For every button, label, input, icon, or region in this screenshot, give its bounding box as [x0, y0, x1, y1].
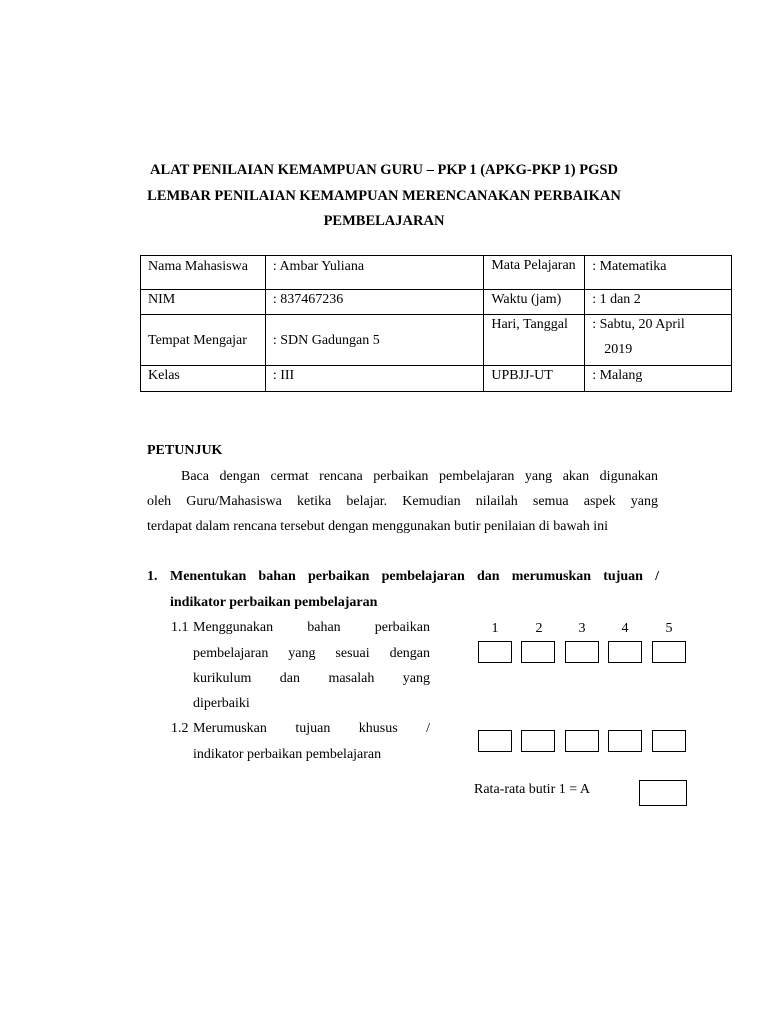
table-cell: : Matematika: [585, 256, 732, 290]
item-text-line: Menggunakan bahan perbaikan: [193, 620, 430, 635]
table-cell: Nama Mahasiswa: [141, 256, 266, 290]
score-box[interactable]: [521, 641, 555, 663]
table-cell: : 1 dan 2: [585, 290, 732, 315]
table-cell: NIM: [141, 290, 266, 315]
table-cell: UPBJJ-UT: [484, 366, 585, 392]
table-cell: [585, 315, 732, 366]
score-box[interactable]: [608, 730, 642, 752]
item-text-line: diperbaiki: [193, 696, 250, 711]
petunjuk-line-2: oleh Guru/Mahasiswa ketika belajar. Kemudian nilailah semua aspek yang: [147, 494, 658, 509]
scale-label: 2: [535, 621, 543, 636]
table-cell: : Malang: [585, 366, 732, 392]
document-title-line-3: PEMBELAJARAN: [323, 213, 445, 229]
score-box[interactable]: [652, 730, 686, 752]
section-number: 1.: [147, 569, 158, 584]
table-cell: Kelas: [141, 366, 266, 392]
score-box[interactable]: [478, 641, 512, 663]
item-text-line: kurikulum dan masalah yang: [193, 671, 430, 686]
date-line-2: 2019: [604, 342, 633, 357]
table-cell: : SDN Gadungan 5: [265, 315, 484, 366]
average-box[interactable]: [639, 780, 687, 806]
score-box[interactable]: [608, 641, 642, 663]
item-text-line: pembelajaran yang sesuai dengan: [193, 646, 430, 661]
table-cell: Waktu (jam): [484, 290, 585, 315]
item-number: 1.2: [171, 721, 189, 736]
table-row: [141, 315, 732, 366]
table-cell: Mata Pelajaran: [484, 256, 585, 290]
table-cell: Tempat Mengajar: [141, 315, 266, 366]
document-title-line-2: LEMBAR PENILAIAN KEMAMPUAN MERENCANAKAN PERBAIKAN: [147, 188, 621, 204]
info-table: [140, 255, 732, 392]
section-title-line-2: indikator perbaikan pembelajaran: [170, 595, 378, 610]
item-number: 1.1: [171, 620, 189, 635]
average-label: Rata-rata butir 1 = A: [474, 782, 590, 797]
score-box[interactable]: [521, 730, 555, 752]
date-line-1: : Sabtu, 20 April: [592, 317, 685, 332]
score-box[interactable]: [565, 641, 599, 663]
scale-label: 4: [621, 621, 629, 636]
table-row: [141, 256, 732, 290]
score-box[interactable]: [565, 730, 599, 752]
item-text-line: indikator perbaikan pembelajaran: [193, 747, 382, 762]
table-row: [141, 366, 732, 392]
table-cell: : Ambar Yuliana: [265, 256, 484, 290]
scale-label: 5: [665, 621, 673, 636]
petunjuk-heading: PETUNJUK: [147, 443, 223, 458]
petunjuk-line-1: Baca dengan cermat rencana perbaikan pembelajaran yang akan digunakan: [181, 469, 658, 484]
document-title-line-1: ALAT PENILAIAN KEMAMPUAN GURU – PKP 1 (APKG-PKP 1) PGSD: [150, 162, 618, 178]
score-box[interactable]: [478, 730, 512, 752]
table-cell: Hari, Tanggal: [484, 315, 585, 366]
section-title-line-1: Menentukan bahan perbaikan pembelajaran dan merumuskan tujuan /: [170, 569, 659, 584]
table-row: [141, 290, 732, 315]
table-cell: : III: [265, 366, 484, 392]
scale-label: 1: [491, 621, 499, 636]
scale-label: 3: [578, 621, 586, 636]
petunjuk-line-3: terdapat dalam rencana tersebut dengan menggunakan butir penilaian di bawah ini: [147, 519, 609, 534]
table-cell: : 837467236: [265, 290, 484, 315]
item-text-line: Merumuskan tujuan khusus /: [193, 721, 430, 736]
score-box[interactable]: [652, 641, 686, 663]
